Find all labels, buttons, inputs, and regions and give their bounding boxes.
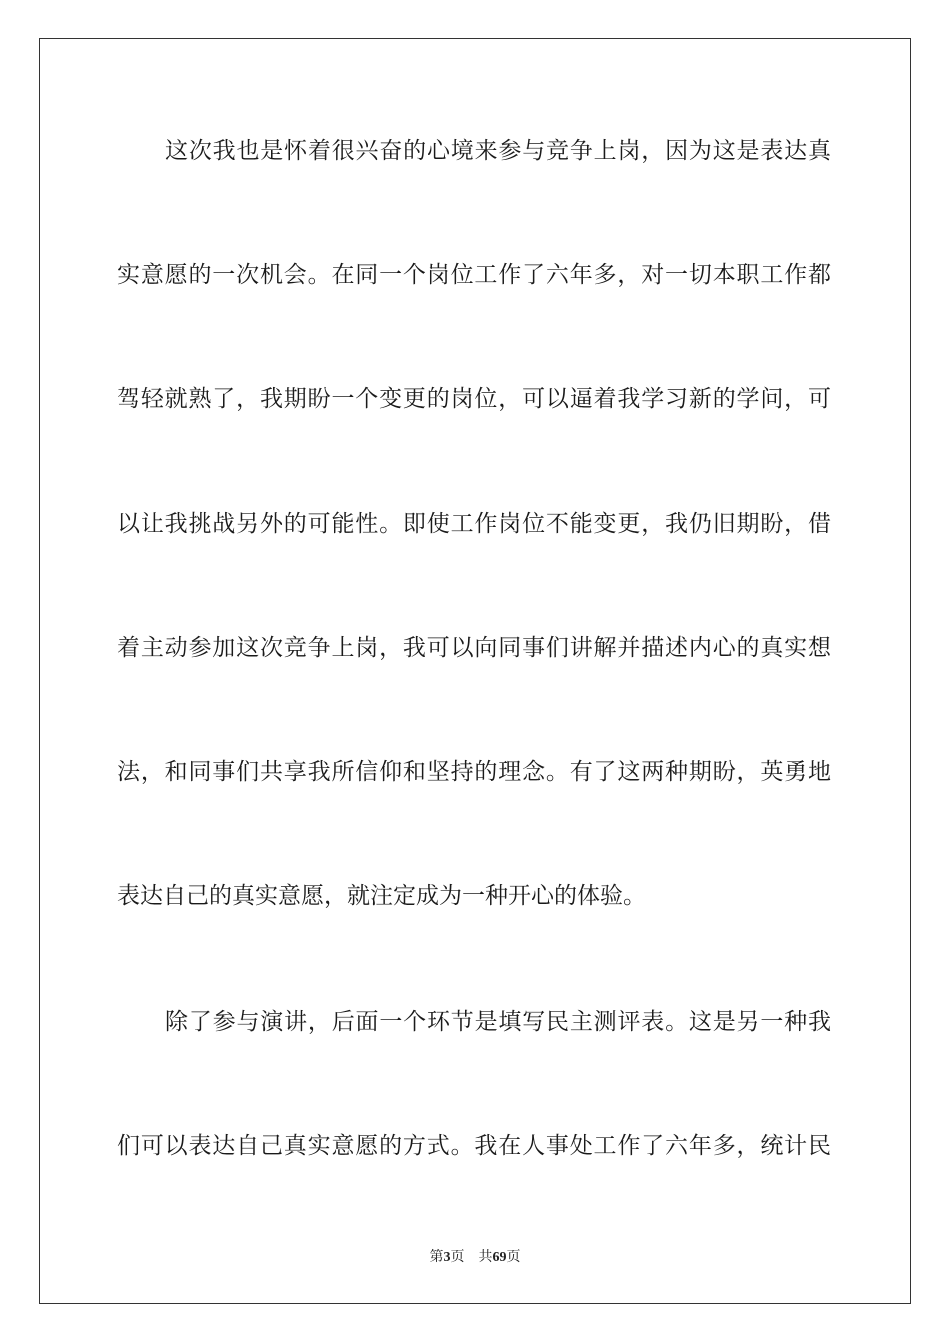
- page-border: [39, 38, 911, 1304]
- total-pages: 69: [492, 1250, 507, 1265]
- paragraph-line: 表达自己的真实意愿，就注定成为一种开心的体验。: [117, 883, 646, 909]
- total-suffix: 页: [506, 1249, 521, 1265]
- page-suffix: 页: [450, 1249, 465, 1265]
- paragraph-line: 们可以表达自己真实意愿的方式。我在人事处工作了六年多，统计民: [117, 1133, 831, 1159]
- paragraph-line: 以让我挑战另外的可能性。即使工作岗位不能变更，我仍旧期盼，借: [117, 511, 831, 537]
- paragraph-line: 法，和同事们共享我所信仰和坚持的理念。有了这两种期盼，英勇地: [117, 759, 831, 785]
- page-footer: [0, 1248, 950, 1267]
- paragraph-line: 驾轻就熟了，我期盼一个变更的岗位，可以逼着我学习新的学问，可: [117, 386, 831, 412]
- page-prefix: 第: [429, 1249, 444, 1265]
- total-prefix: 共: [478, 1249, 493, 1265]
- paragraph-line: 着主动参加这次竞争上岗，我可以向同事们讲解并描述内心的真实想: [117, 635, 831, 661]
- paragraph-line: 实意愿的一次机会。在同一个岗位工作了六年多，对一切本职工作都: [117, 262, 831, 288]
- paragraph-line: 这次我也是怀着很兴奋的心境来参与竞争上岗，因为这是表达真: [165, 138, 831, 164]
- page-number: 3: [443, 1250, 451, 1265]
- paragraph-line: 除了参与演讲，后面一个环节是填写民主测评表。这是另一种我: [165, 1009, 831, 1035]
